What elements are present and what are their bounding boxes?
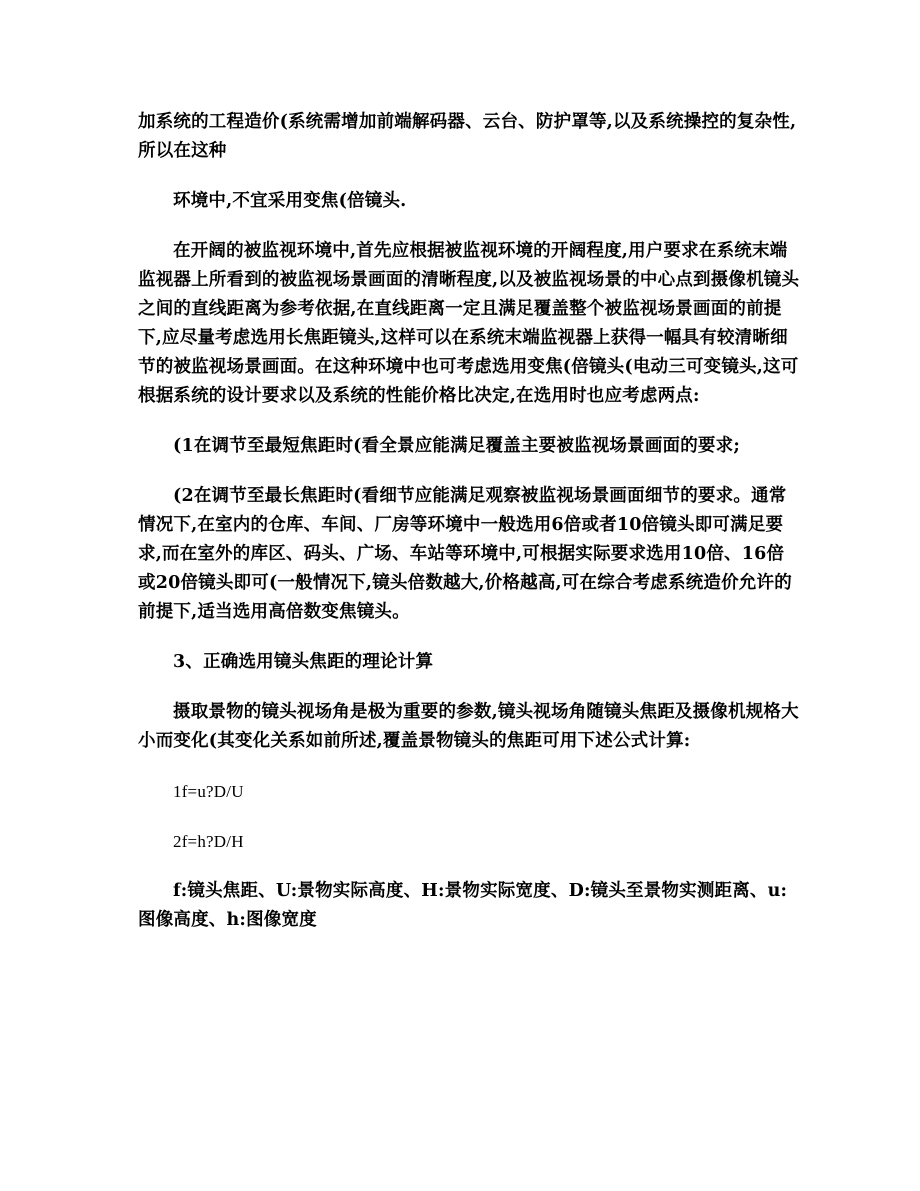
paragraph-zoom-not-suitable: 环境中,不宜采用变焦(倍镜头. — [173, 191, 407, 211]
paragraph-point-2: (2在调节至最长焦距时(看细节应能满足观察被监视场景画面细节的要求。通常情况下,在室内的仓库、车间、厂房等环境中一般选用6倍或者10倍镜头即可满足要求,而在室外的库区、码头、广场、车站等环境中,可根据实际要求选用10倍、16倍或20倍镜头即可(一般情况下,镜头倍数越大,价格越高,可在综合考虑系统造价允许的前提下,适当选用高倍数变焦镜头。 — [138, 486, 792, 622]
document-body — [138, 108, 800, 956]
section-heading-focal-calculation: 3、正确选用镜头焦距的理论计算 — [173, 652, 434, 672]
paragraph-open-environment: 在开阔的被监视环境中,首先应根据被监视环境的开阔程度,用户要求在系统末端监视器上所看到的被监视场景画面的清晰程度,以及被监视场景的中心点到摄像机镜头之间的直线距离为参考依据,在直线距离一定且满足覆盖整个被监视场景画面的前提下,应尽量考虑选用长焦距镜头,这样可以在系统末端监视器上获得一幅具有较清晰细节的被监视场景画面。在这种环境中也可考虑选用变焦(倍镜头(电动三可变镜头,这可根据系统的设计要求以及系统的性能价格比决定,在选用时也应考虑两点: — [138, 241, 800, 406]
paragraph-point-1: (1在调节至最短焦距时(看全景应能满足覆盖主要被监视场景画面的要求; — [173, 436, 740, 456]
formula-1: 1f=u?D/U — [173, 782, 244, 801]
formula-2: 2f=h?D/H — [173, 832, 244, 851]
paragraph-continuation: 加系统的工程造价(系统需增加前端解码器、云台、防护罩等,以及系统操控的复杂性,所以在这种 — [138, 112, 797, 161]
paragraph-field-of-view: 摄取景物的镜头视场角是极为重要的参数,镜头视场角随镜头焦距及摄像机规格大小而变化(其变化关系如前所述,覆盖景物镜头的焦距可用下述公式计算: — [138, 702, 799, 751]
paragraph-variable-definitions: f:镜头焦距、U:景物实际高度、H:景物实际宽度、D:镜头至景物实测距离、u:图像高度、h:图像宽度 — [138, 881, 788, 930]
